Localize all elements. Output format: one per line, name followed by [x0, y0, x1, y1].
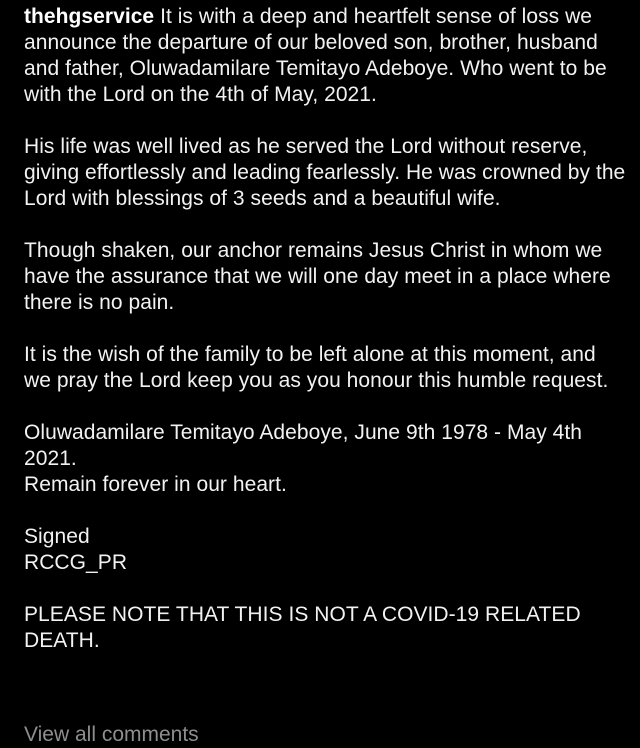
- caption-paragraph-4: It is the wish of the family to be left alone at this moment, and we pray the Lord keep you as you honour this humble request.: [24, 343, 609, 392]
- post-caption: [24, 4, 632, 654]
- caption-paragraph-1: [24, 4, 628, 108]
- caption-paragraph-2: His life was well lived as he served the Lord without reserve, giving effortlessly and leading fearlessly. He was crowned by the Lord with blessings of 3 seeds and a beautiful wife.: [24, 135, 632, 210]
- remain-line: Remain forever in our heart.: [24, 473, 287, 496]
- view-comments-link[interactable]: View all comments: [24, 723, 199, 746]
- caption-paragraph-3: Though shaken, our anchor remains Jesus Christ in whom we have the assurance that we will one day meet in a place where there is no pain.: [24, 239, 617, 314]
- caption-text-1: It is with a deep and heartfelt sense of loss we announce the departure of our beloved son, brother, husband and father, Oluwadamilare Temitayo Adeboye. Who went to be with the Lord on the 4th of May, 2021.: [24, 5, 613, 106]
- covid-note: PLEASE NOTE THAT THIS IS NOT A COVID-19 RELATED DEATH.: [24, 603, 587, 652]
- signed-label: Signed: [24, 525, 90, 548]
- dates-line: Oluwadamilare Temitayo Adeboye, June 9th 1978 - May 4th 2021.: [24, 421, 588, 470]
- signed-by: RCCG_PR: [24, 551, 128, 574]
- username-link[interactable]: thehgservice: [24, 5, 155, 28]
